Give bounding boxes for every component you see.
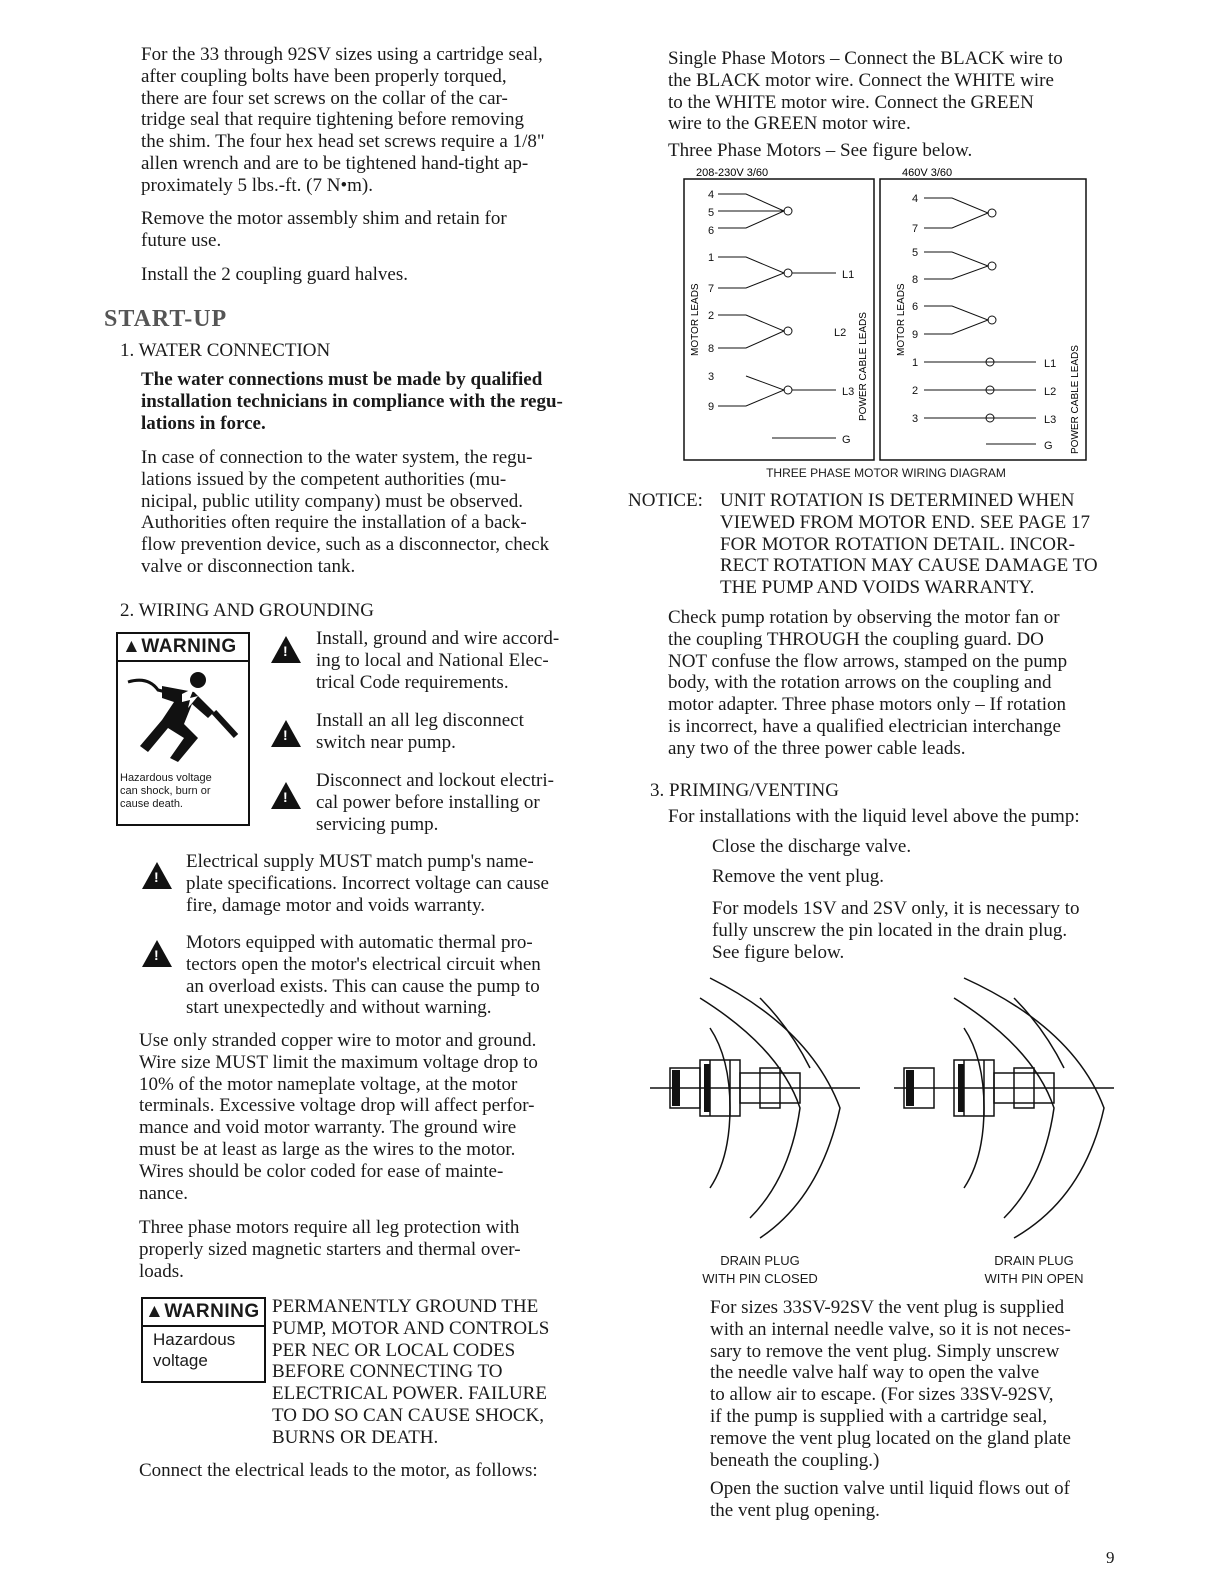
- check-rotation-paragraph: Check pump rotation by observing the motor fan or the coupling THROUGH the coupling guard. DO NOT confuse the flow arrows, stamped on the pump body, with the rotation arrows on the coupling and motor adapter. Three phase motors only – If rotation is incorrect, have a qualified electrician interchange any two of the three power cable leads.: [668, 607, 1068, 759]
- warning-header: ▲WARNING: [118, 634, 248, 662]
- warning-triangle-icon: [142, 940, 172, 967]
- wiring-diagram-caption: THREE PHASE MOTOR WIRING DIAGRAM: [766, 466, 1006, 480]
- svg-text:L2: L2: [834, 327, 847, 339]
- startup-heading: START-UP: [104, 306, 228, 332]
- svg-text:G: G: [1044, 440, 1053, 452]
- needle-valve-paragraph: For sizes 33SV-92SV the vent plug is supplied with an internal needle valve, so it is not neces- sary to remove the vent plug. Simply unscrew the needle valve half way to open the valve to allow air to escape. (For sizes 33SV-92SV, if the pump is supplied with a cartridge seal, remove the vent plug located on the gland plate beneath the coupling.): [710, 1297, 1071, 1471]
- svg-text:L1: L1: [1044, 358, 1057, 370]
- svg-text:5: 5: [708, 207, 715, 219]
- page-number: 9: [1106, 1548, 1115, 1567]
- svg-text:L3: L3: [842, 386, 855, 398]
- water-regulations-paragraph: In case of connection to the water system, the regu- lations issued by the competent authorities (mu- nicipal, public utility company) must be observed. Authorities often require the installation of a back- flow prevention device, such as a disconnector, check valve or disconnection tank.: [141, 447, 550, 577]
- three-phase-paragraph: Three Phase Motors – See figure below.: [668, 140, 973, 161]
- power-leads-label-right: POWER CABLE LEADS: [1070, 345, 1081, 454]
- connect-leads-paragraph: Connect the electrical leads to the motor, as follows:: [139, 1460, 538, 1481]
- electrical-supply-text: Electrical supply MUST match pump's name- plate specifications. Incorrect voltage can cause fire, damage motor and voids warranty.: [186, 851, 549, 916]
- hazardous-voltage-label: Hazardous voltage: [153, 1330, 236, 1370]
- svg-text:L1: L1: [842, 269, 855, 281]
- unscrew-pin-paragraph: For models 1SV and 2SV only, it is necessary to fully unscrew the pin located in the drain plug. See figure below.: [712, 898, 1080, 963]
- install-guard-paragraph: Install the 2 coupling guard halves.: [141, 264, 408, 285]
- alert-triangle-icon: ▲: [145, 1301, 165, 1322]
- section-wiring-heading: 2. WIRING AND GROUNDING: [120, 600, 375, 621]
- diagram-right-title: 460V 3/60: [902, 167, 953, 179]
- remove-shim-paragraph: Remove the motor assembly shim and retain for future use.: [141, 208, 507, 251]
- svg-text:7: 7: [708, 283, 715, 295]
- svg-text:2: 2: [912, 385, 919, 397]
- single-phase-paragraph: Single Phase Motors – Connect the BLACK wire to the BLACK motor wire. Connect the WHITE wire to the WHITE motor wire. Connect the GREEN wire to the GREEN motor wire.: [668, 48, 1063, 135]
- drain-plug-open-label: DRAIN PLUG WITH PIN OPEN: [984, 1253, 1084, 1286]
- hazard-caption: Hazardous voltage can shock, burn or cause death.: [120, 772, 212, 810]
- warning-triangle-icon: [271, 782, 301, 809]
- svg-text:1: 1: [912, 357, 919, 369]
- alert-triangle-icon: ▲: [122, 636, 142, 657]
- wire-requirements-paragraph: Use only stranded copper wire to motor and ground. Wire size MUST limit the maximum voltage drop to 10% of the motor nameplate voltage, at the motor terminals. Excessive voltage drop will affect perfor- mance and void motor warranty. The ground wire must be at least as large as the wires to the motor. Wires should be color coded for ease of mainte- nance.: [139, 1030, 538, 1204]
- svg-text:L3: L3: [1044, 414, 1057, 426]
- disconnect-lockout-text: Disconnect and lockout electri- cal power before installing or servicing pump.: [316, 770, 554, 835]
- warning-box-electrocution: [116, 632, 250, 826]
- thermal-protectors-text: Motors equipped with automatic thermal pro- tectors open the motor's electrical circuit when an overload exists. This can cause the pump to start unexpectedly and without warning.: [186, 932, 541, 1019]
- svg-text:7: 7: [912, 223, 919, 235]
- svg-text:6: 6: [912, 301, 919, 313]
- install-ground-wire-text: Install, ground and wire accord- ing to local and National Elec- trical Code requirements.: [316, 628, 560, 693]
- drain-plug-open-figure: [894, 968, 1124, 1248]
- three-phase-wiring-diagram: [676, 166, 1096, 466]
- svg-text:8: 8: [708, 343, 715, 355]
- warning-triangle-icon: [142, 862, 172, 889]
- leg-protection-paragraph: Three phase motors require all leg protection with properly sized magnetic starters and thermal over- loads.: [139, 1217, 521, 1282]
- open-suction-paragraph: Open the suction valve until liquid flows out of the vent plug opening.: [710, 1478, 1070, 1521]
- warning-header-2: ▲WARNING: [143, 1299, 264, 1327]
- install-disconnect-text: Install an all leg disconnect switch near pump.: [316, 710, 524, 753]
- section-water-connection-heading: 1. WATER CONNECTION: [120, 340, 331, 361]
- ground-warning-text: PERMANENTLY GROUND THE PUMP, MOTOR AND CONTROLS PER NEC OR LOCAL CODES BEFORE CONNECTING TO ELECTRICAL POWER. FAILURE TO DO SO CAN CAUSE SHOCK, BURNS OR DEATH.: [272, 1296, 550, 1448]
- diagram-left-title: 208-230V 3/60: [696, 167, 769, 179]
- liquid-level-paragraph: For installations with the liquid level above the pump:: [668, 806, 1080, 827]
- remove-vent-paragraph: Remove the vent plug.: [712, 866, 885, 887]
- motor-leads-label-left: MOTOR LEADS: [690, 283, 701, 356]
- svg-text:4: 4: [912, 193, 919, 205]
- drain-plug-closed-figure: [650, 968, 870, 1248]
- warning-triangle-icon: [271, 636, 301, 663]
- notice-label: NOTICE:: [628, 490, 703, 511]
- svg-text:L2: L2: [1044, 386, 1057, 398]
- svg-text:4: 4: [708, 189, 715, 201]
- section-priming-heading: 3. PRIMING/VENTING: [650, 780, 839, 801]
- svg-text:9: 9: [912, 329, 919, 341]
- warning-box-ground: [141, 1297, 266, 1383]
- svg-text:1: 1: [708, 252, 715, 264]
- electrocution-icon: [118, 662, 244, 772]
- notice-text: UNIT ROTATION IS DETERMINED WHEN VIEWED FROM MOTOR END. SEE PAGE 17 FOR MOTOR ROTATION DETAIL. INCOR- RECT ROTATION MAY CAUSE DAMAGE TO THE PUMP AND VOIDS WARRANTY.: [720, 490, 1098, 599]
- cartridge-seal-paragraph: For the 33 through 92SV sizes using a cartridge seal, after coupling bolts have been properly torqued, there are four set screws on the collar of the car- tridge seal that require tightening before removing the shim. The four hex head set screws require a 1/8" allen wrench and are to be tightened hand-tight ap- proximately 5 lbs.-ft. (7 N•m).: [141, 44, 545, 196]
- svg-text:2: 2: [708, 310, 715, 322]
- close-discharge-paragraph: Close the discharge valve.: [712, 836, 912, 857]
- svg-text:8: 8: [912, 274, 919, 286]
- motor-leads-label-right: MOTOR LEADS: [896, 283, 907, 356]
- svg-text:5: 5: [912, 247, 919, 259]
- svg-text:6: 6: [708, 225, 715, 237]
- svg-text:3: 3: [912, 413, 919, 425]
- drain-plug-closed-label: DRAIN PLUG WITH PIN CLOSED: [702, 1253, 818, 1286]
- water-connection-bold-paragraph: The water connections must be made by qualified installation technicians in compliance with the regu- lations in force.: [141, 369, 563, 434]
- svg-text:3: 3: [708, 371, 715, 383]
- warning-triangle-icon: [271, 720, 301, 747]
- power-leads-label-left: POWER CABLE LEADS: [858, 312, 869, 421]
- svg-text:G: G: [842, 434, 851, 446]
- svg-text:9: 9: [708, 401, 715, 413]
